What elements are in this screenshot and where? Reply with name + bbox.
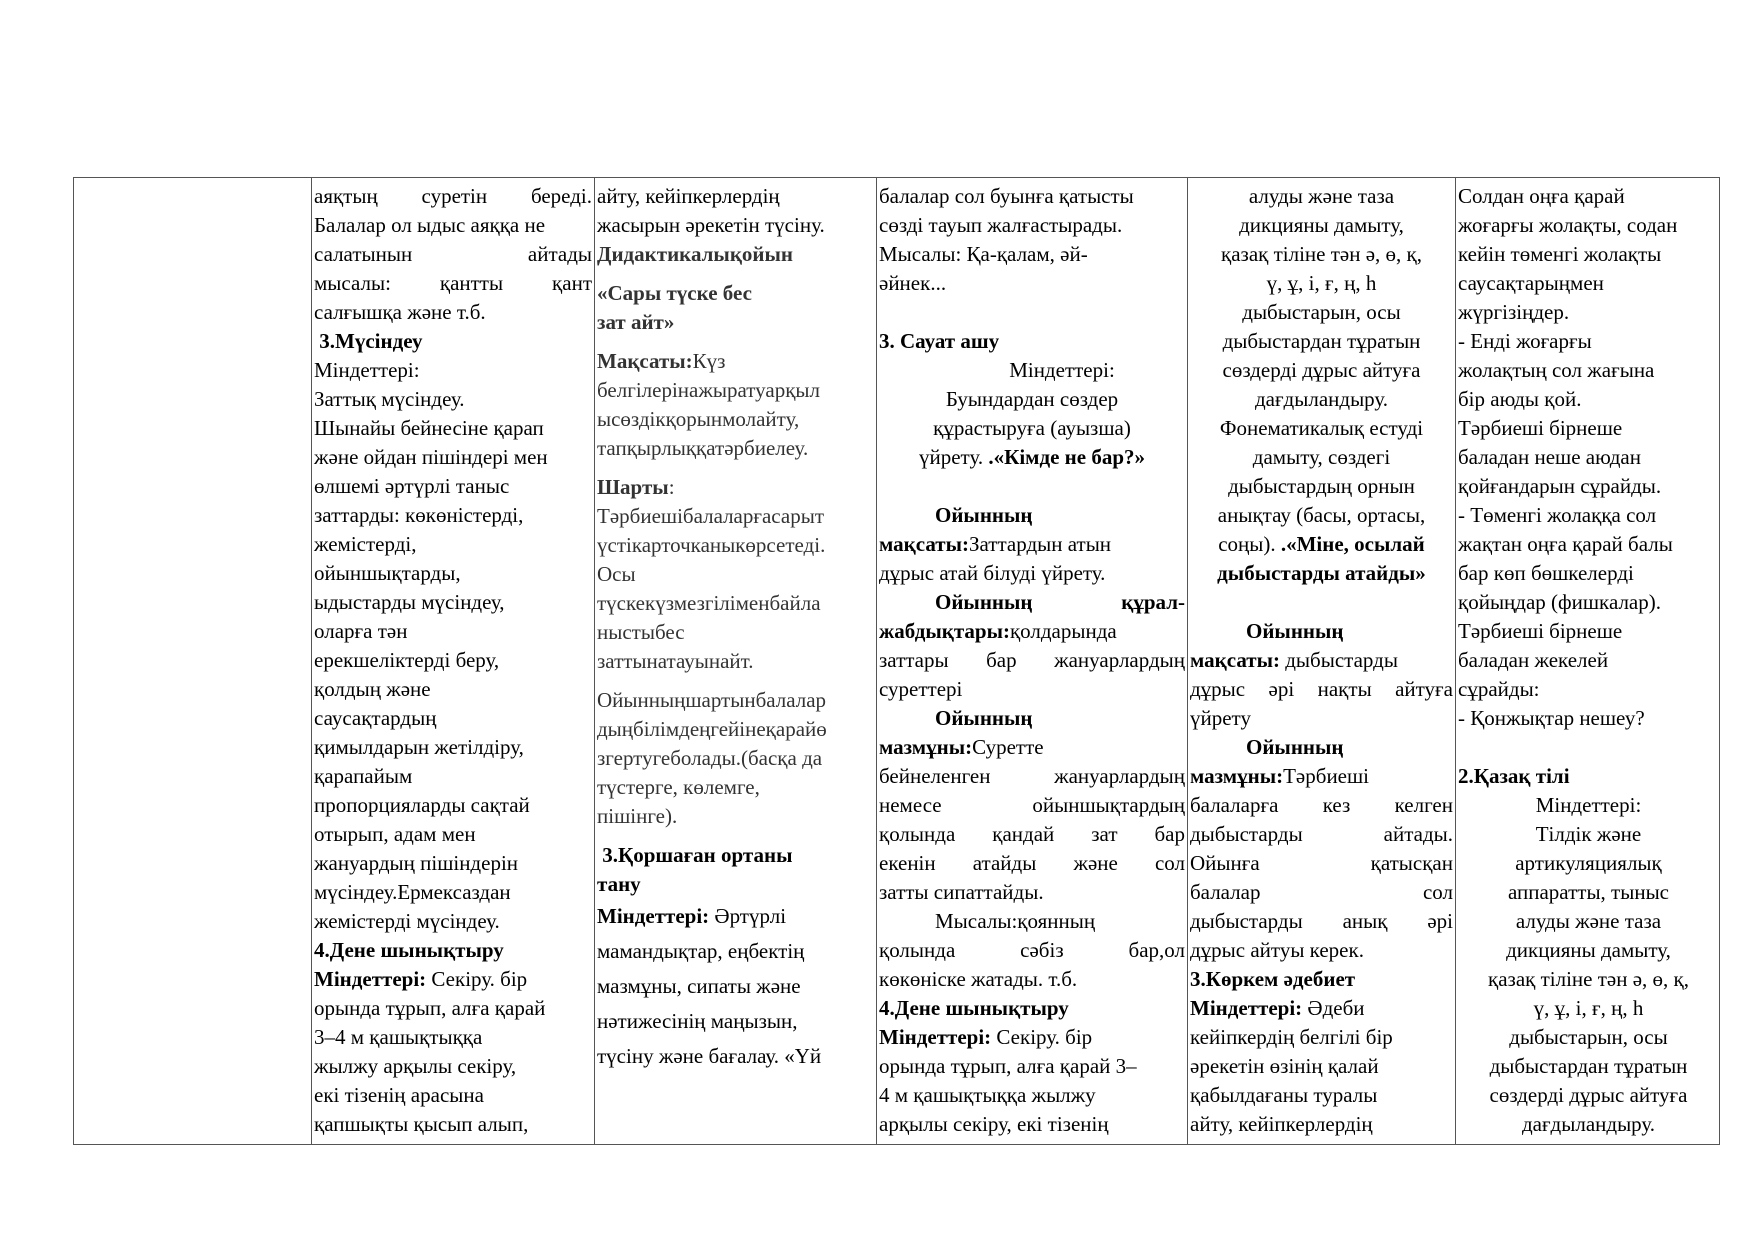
section-title: 2.Қазақ тілі <box>1458 764 1570 788</box>
text-line: жоғарғы жолақты, содан <box>1458 213 1678 237</box>
text-line: және ойдан пішіндері мен <box>314 445 548 469</box>
section-title: 3.Көркем әдебиет <box>1190 967 1356 991</box>
text-line: затты сипаттайды. <box>879 880 1044 904</box>
text-span: үйрету. <box>918 445 984 469</box>
text-line: отырып, адам мен <box>314 822 476 846</box>
text-line: салғышқа және т.б. <box>314 300 486 324</box>
text-line: алуды және таза <box>1248 184 1395 208</box>
text-line: балаларға кез келген <box>1190 793 1453 817</box>
text-line: ныстыбес <box>597 620 685 644</box>
text-line: өлшемі әртүрлі таныс <box>314 474 510 498</box>
text-line: қазақ тіліне тән ә, ө, қ, <box>1488 967 1689 991</box>
game-title: «Сары түске бес <box>597 281 752 305</box>
text-line: қолында сәбіз бар,ол <box>879 938 1185 962</box>
section-title: 3.Қоршаған ортаны <box>597 843 793 867</box>
text-line: Міндеттері: <box>1535 793 1642 817</box>
spacer <box>1458 733 1719 762</box>
text-line: - Енді жоғарғы <box>1458 329 1592 353</box>
text-line: қазақ тіліне тән ә, ө, қ, <box>1221 242 1422 266</box>
text-line: ү, ұ, і, ғ, ң, һ <box>1533 996 1644 1020</box>
text-line: арқылы секіру, екі тізенің <box>879 1112 1109 1136</box>
table-cell-literacy <box>876 178 1187 1144</box>
text-line: қойыңдар (фишкалар). <box>1458 590 1661 614</box>
text-line <box>879 733 1185 762</box>
table-cell-sculpting <box>311 178 594 1144</box>
text-line <box>1190 646 1453 675</box>
text-line <box>879 443 1185 472</box>
text-line: сөзді тауып жалғастырады. <box>879 213 1123 237</box>
section-title: Дидактикалықойын <box>597 242 794 266</box>
section-title: 4.Дене шынықтыру <box>879 996 1069 1020</box>
text-line: Заттық мүсіндеу. <box>314 387 465 411</box>
text-line: қимылдарын жетілдіру, <box>314 735 524 759</box>
text-line: 4 м қашықтыққа жылжу <box>879 1083 1096 1107</box>
text-line: дамыту, сөздегі <box>1252 445 1391 469</box>
table-cell-math-kazakh <box>1455 178 1721 1144</box>
text-line: Тілдік және <box>1535 822 1642 846</box>
text-line: Тәрбиешібалаларғасарыт <box>597 504 824 528</box>
text-span: Секіру. бір <box>991 1025 1093 1049</box>
text-line: ысөздікқорынмолайту, <box>597 407 800 431</box>
text-line <box>879 1023 1185 1052</box>
text-line: дұрыс әрі нақты айтуға <box>1190 677 1453 701</box>
text-line: дыбыстардан тұратын <box>1489 1054 1688 1078</box>
text-line: заттынатауынайт. <box>597 649 754 673</box>
text-line: айту, кейіпкерлердің <box>597 184 780 208</box>
spacer <box>1190 588 1453 617</box>
text-line: үстікарточканыкөрсетеді. <box>597 533 826 557</box>
text-line: балалар сол буынға қатысты <box>879 184 1134 208</box>
text-line: құрастыруға (ауызша) <box>933 416 1131 440</box>
text-line: Міндеттері: <box>314 358 420 382</box>
text-line: згертугеболады.(басқа да <box>597 746 823 770</box>
section-title: 4.Дене шынықтыру <box>314 938 504 962</box>
text-line: екенін атайды және сол <box>879 851 1185 875</box>
section-title: 3. Сауат ашу <box>879 329 1000 353</box>
text-line: анықтау (басы, ортасы, <box>1217 503 1426 527</box>
text-span: Әртүрлі <box>709 904 787 928</box>
text-line: бар көп бөшкелерді <box>1458 561 1634 585</box>
text-line: дыбыстарды анық әрі <box>1190 909 1453 933</box>
text-line: жылжу арқылы секіру, <box>314 1054 517 1078</box>
label: Ойынның <box>1246 735 1344 759</box>
text-line: салатынын айтады <box>314 242 592 266</box>
text-line: Міндеттері: <box>1009 358 1115 382</box>
text-line: кейін төменгі жолақты <box>1458 242 1662 266</box>
text-line: мүсіндеу.Ермексаздан <box>314 880 511 904</box>
text-line: дыбыстарды айтады. <box>1190 822 1453 846</box>
text-line: баладан жекелей <box>1458 648 1609 672</box>
text-line: - Қонжықтар нешеу? <box>1458 706 1645 730</box>
game-title: .«Міне, осылай <box>1275 532 1425 556</box>
text-line: Мысалы:қоянның <box>935 909 1096 933</box>
text-line: қолында қандай зат бар <box>879 822 1185 846</box>
text-line: аяқтың суретін береді. <box>314 184 592 208</box>
text-line: баладан неше аюдан <box>1458 445 1641 469</box>
section-title: 3.Мүсіндеу <box>314 329 423 353</box>
text-line: кейіпкердің белгілі бір <box>1190 1025 1393 1049</box>
text-line: Шынайы бейнесіне қарап <box>314 416 544 440</box>
text-span: соңы). <box>1218 532 1276 556</box>
text-line <box>314 965 592 994</box>
game-title: .«Кімде не бар?» <box>983 445 1146 469</box>
label: Ойынның <box>935 503 1033 527</box>
text-line: жемістерді мүсіндеу. <box>314 909 500 933</box>
text-line: тапқырлыққатәрбиелеу. <box>597 436 809 460</box>
text-line: жануардың пішіндерін <box>314 851 519 875</box>
text-line: артикуляциялық <box>1515 851 1662 875</box>
text-span: Заттардын атын <box>969 532 1112 556</box>
text-line: қабылдағаны туралы <box>1190 1083 1378 1107</box>
label: Міндеттері: <box>879 1025 992 1049</box>
text-span: Әдеби <box>1302 996 1365 1020</box>
text-line: сөздерді дұрыс айтуға <box>1489 1083 1688 1107</box>
text-line: жолақтың сол жағына <box>1458 358 1655 382</box>
text-line: бір аюды қой. <box>1458 387 1582 411</box>
label: Мақсаты: <box>597 349 693 373</box>
text-line: орында тұрып, алға қарай 3– <box>879 1054 1137 1078</box>
text-line: дұрыс айтуы керек. <box>1190 938 1364 962</box>
text-line: қолдың және <box>314 677 431 701</box>
text-line: оларға тән <box>314 619 408 643</box>
label: Шарты <box>597 475 669 499</box>
text-line: Тәрбиеші бірнеше <box>1458 416 1623 440</box>
table-cell-empty <box>74 178 311 1144</box>
text-line: дыбыстарын, осы <box>1509 1025 1668 1049</box>
text-line: саусақтарыңмен <box>1458 271 1604 295</box>
text-line: Тәрбиеші бірнеше <box>1458 619 1623 643</box>
text-line: дыңбілімдеңгейінеқарайө <box>597 717 827 741</box>
text-line: суреттері <box>879 677 963 701</box>
text-line: қарапайым <box>314 764 413 788</box>
text-line: бейнеленген жануарлардың <box>879 764 1185 788</box>
text-line: дағдыландыру. <box>1521 1112 1656 1136</box>
table-cell-didactic-game <box>594 178 876 1144</box>
label: мазмұны: <box>879 735 973 759</box>
text-line: дағдыландыру. <box>1254 387 1389 411</box>
text-line: түсіну және бағалау. «Үй <box>597 1044 822 1068</box>
text-line: алуды және таза <box>1515 909 1662 933</box>
text-line: көкөніске жатады. т.б. <box>879 967 1078 991</box>
text-span: дыбыстарды <box>1280 648 1398 672</box>
text-line: 3–4 м қашықтыққа <box>314 1025 483 1049</box>
text-line: саусақтардың <box>314 706 437 730</box>
text-line: дыбыстардың орнын <box>1228 474 1415 498</box>
text-line: - Төменгі жолаққа сол <box>1458 503 1657 527</box>
text-line: мазмұны, сипаты және <box>597 974 801 998</box>
label: Ойынның құрал- <box>935 590 1185 614</box>
text-line: Мысалы: Қа-қалам, әй- <box>879 242 1088 266</box>
text-line <box>879 617 1185 646</box>
text-line: Осы <box>597 562 636 586</box>
text-line: аппаратты, тыныс <box>1507 880 1670 904</box>
section-title: тану <box>597 872 641 896</box>
table-cell-phonetics <box>1187 178 1455 1144</box>
text-line: дұрыс атай білуді үйрету. <box>879 561 1106 585</box>
text-line: ерекшеліктерді беру, <box>314 648 500 672</box>
spacer <box>879 298 1185 327</box>
text-line <box>1190 530 1453 559</box>
label: Ойынның <box>935 706 1033 730</box>
text-line: Ойынныңшартынбалалар <box>597 688 827 712</box>
label: жабдықтары: <box>879 619 1010 643</box>
text-line: белгілерінажыратуарқыл <box>597 378 820 402</box>
text-span: Секіру. бір <box>426 967 528 991</box>
game-title: зат айт» <box>597 310 675 334</box>
text-line: Балалар ол ыдыс аяққа не <box>314 213 546 237</box>
label: Ойынның <box>1246 619 1344 643</box>
text-line: түскекүзмезгіліменбайла <box>597 591 821 615</box>
text-span: Суретте <box>972 735 1044 759</box>
text-line: нәтижесінің маңызын, <box>597 1009 798 1033</box>
text-line <box>597 899 874 934</box>
text-line: әйнек... <box>879 271 947 295</box>
text-span: Күз <box>692 349 726 373</box>
text-line: түстерге, көлемге, <box>597 775 760 799</box>
text-span: қолдарында <box>1009 619 1117 643</box>
text-line: мамандықтар, еңбектің <box>597 939 805 963</box>
plan-table <box>73 177 1720 1145</box>
text-line: ү, ұ, і, ғ, ң, һ <box>1266 271 1377 295</box>
text-line <box>1190 762 1453 791</box>
label: Міндеттері: <box>597 904 710 928</box>
text-line: жасырын әрекетін түсіну. <box>597 213 825 237</box>
text-line: сұрайды: <box>1458 677 1540 701</box>
text-line: жақтан оңға қарай балы <box>1458 532 1673 556</box>
text-line: екі тізенің арасына <box>314 1083 484 1107</box>
text-line: дикцияны дамыту, <box>1239 213 1404 237</box>
spacer <box>879 472 1185 501</box>
label: мазмұны: <box>1190 764 1284 788</box>
text-line <box>879 530 1185 559</box>
text-line: ойыншықтарды, <box>314 561 461 585</box>
text-line: немесе ойыншықтардың <box>879 793 1185 817</box>
text-line: қойғандарын сұрайды. <box>1458 474 1662 498</box>
text-line: пропорцияларды сақтай <box>314 793 530 817</box>
label: мақсаты: <box>1190 648 1280 672</box>
text-span: Тәрбиеші <box>1283 764 1370 788</box>
text-line: жемістерді, <box>314 532 417 556</box>
game-title: дыбыстарды атайды» <box>1217 561 1426 585</box>
text-line: мысалы: қантты қант <box>314 271 592 295</box>
text-span: : <box>668 475 675 499</box>
text-line: пішінге). <box>597 804 678 828</box>
text-line: жүргізіңдер. <box>1458 300 1570 324</box>
text-line: үйрету <box>1190 706 1251 730</box>
text-line: дыбыстардан тұратын <box>1222 329 1421 353</box>
text-line: Ойынға қатысқан <box>1190 851 1453 875</box>
text-line: Солдан оңға қарай <box>1458 184 1625 208</box>
label: Міндеттері: <box>314 967 427 991</box>
text-line <box>1190 994 1453 1023</box>
text-line: Фонематикалық естуді <box>1219 416 1424 440</box>
text-line: орында тұрып, алға қарай <box>314 996 546 1020</box>
text-line: заттары бар жануарлардың <box>879 648 1185 672</box>
text-line: әрекетін өзінің қалай <box>1190 1054 1379 1078</box>
text-line: заттарды: көкөністерді, <box>314 503 524 527</box>
label: мақсаты: <box>879 532 969 556</box>
text-line <box>597 473 874 502</box>
text-line: ыдыстарды мүсіндеу, <box>314 590 505 614</box>
text-line: қапшықты қысып алып, <box>314 1112 529 1136</box>
text-line: дикцияны дамыту, <box>1506 938 1671 962</box>
text-line <box>597 347 874 376</box>
text-line: сөздерді дұрыс айтуға <box>1222 358 1421 382</box>
text-line: Буындардан сөздер <box>945 387 1119 411</box>
text-line: балалар сол <box>1190 880 1453 904</box>
text-line: дыбыстарын, осы <box>1242 300 1401 324</box>
text-line: айту, кейіпкерлердің <box>1190 1112 1373 1136</box>
label: Міндеттері: <box>1190 996 1303 1020</box>
